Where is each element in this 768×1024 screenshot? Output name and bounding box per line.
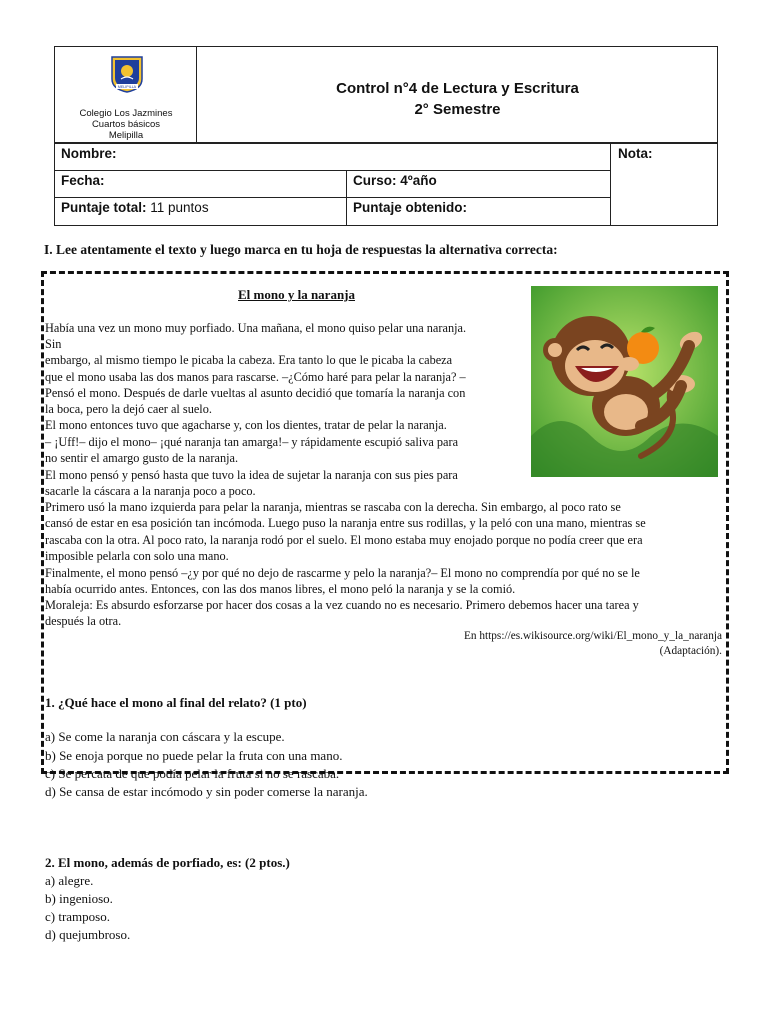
curso-label: Curso: 4ºaño [353,173,437,188]
story-line: Pensó el mono. Después de darle vueltas al asunto decidió que tomaría la naranja con [45,386,466,400]
story-line: Moraleja: Es absurdo esforzarse por hacer dos cosas a la vez cuando no es necesario. Primero debemos hacer una tarea y [45,598,639,612]
story-line: imposible pelarla con solo una mano. [45,549,229,563]
instruction-text: I. Lee atentamente el texto y luego marca en tu hoja de respuestas la alternativa correcta: [44,242,558,257]
story-line: Sin [45,337,62,351]
story-line: Había una vez un mono muy porfiado. Una mañana, el mono quiso pelar una naranja. [45,321,467,335]
puntaje-total-label: Puntaje total: [61,200,147,215]
story-line: no sentir el amargo gusto de la naranja. [45,451,239,465]
story-line: que el mono usaba las dos manos para rascarse. –¿Cómo haré para pelar la naranja? – [45,370,466,384]
puntaje-obtenido-label: Puntaje obtenido: [353,200,467,215]
story-line: El mono entonces tuvo que agacharse y, con los dientes, tratar de pelar la naranja. [45,418,447,432]
story-line: rascaba con la otra. Al poco rato, la naranja rodó por el suelo. El mono estaba muy enojado porque no podía creer que era [45,533,643,547]
question-2: 2. El mono, además de porfiado, es: (2 ptos.) [45,855,290,870]
source-note: (Adaptación). [659,645,722,657]
puntaje-total-value: 11 puntos [146,200,209,215]
question-2-option-d[interactable]: d) quejumbroso. [45,927,131,942]
puntaje-total-field [54,197,347,226]
story-line: Primero usó la mano izquierda para pelar la naranja, mientras se rascaba con la derecha. Sin embargo, al poco rato se [45,500,621,514]
nombre-field[interactable] [54,143,611,171]
question-2-option-c[interactable]: c) tramposo. [45,909,110,924]
school-grade: Cuartos básicos [91,119,161,130]
question-1-option-c[interactable]: c) Se percata de que podía pelar la fruta si no se rascaba. [45,766,340,781]
exam-semester: 2° Semestre [414,101,501,118]
story-line: El mono pensó y pensó hasta que tuvo la idea de sujetar la naranja con sus pies para [45,468,458,482]
puntaje-obtenido-field[interactable] [346,197,611,226]
question-2-option-b[interactable]: b) ingenioso. [45,891,113,906]
exam-title: Control n°4 de Lectura y Escritura [336,80,579,97]
svg-text:MELIPILLA: MELIPILLA [117,85,137,89]
school-city: Melipilla [108,130,144,141]
story-line: – ¡Uff!– dijo el mono– ¡qué naranja tan amarga!– y rápidamente escupió saliva para [45,435,459,449]
question-2-option-a[interactable]: a) alegre. [45,873,94,888]
story-line: Finalmente, el mono pensó –¿y por qué no dejo de rascarme y pelo la naranja?– El mono no comprendía por qué no se le [45,566,640,580]
question-1: 1. ¿Qué hace el mono al final del relato? (1 pto) [45,695,307,710]
curso-field [346,170,611,198]
story-title: El mono y la naranja [238,287,356,302]
source-link[interactable]: En https://es.wikisource.org/wiki/El_mono_y_la_naranja [463,630,722,642]
nota-field[interactable] [610,143,718,226]
nombre-label: Nombre: [61,146,117,161]
question-1-option-d[interactable]: d) Se cansa de estar incómodo y sin poder comerse la naranja. [45,784,368,799]
story-line: cansó de estar en esa posición tan incómoda. Luego puso la naranja entre sus rodillas, y la peló con una mano, mientras se [45,516,646,530]
question-1-option-a[interactable]: a) Se come la naranja con cáscara y la escupe. [45,729,285,744]
story-line: había ocurrido antes. Entonces, con las dos manos libres, el mono peló la naranja y se la comió. [45,582,516,596]
school-name: Colegio Los Jazmines [79,108,173,119]
monkey-orange-illustration [531,286,718,477]
school-crest-icon [110,55,144,93]
fecha-field[interactable] [54,170,347,198]
story-line: después la otra. [45,614,122,628]
story-line: la boca, pero la dejó caer al suelo. [45,402,212,416]
fecha-label: Fecha: [61,173,105,188]
story-line: sacarle la cáscara a la naranja poco a poco. [45,484,256,498]
nota-label: Nota: [618,146,653,161]
question-1-option-b[interactable]: b) Se enoja porque no puede pelar la fruta con una mano. [45,748,343,763]
story-line: embargo, al mismo tiempo le picaba la cabeza. Era tanto lo que le picaba la cabeza [45,353,453,367]
